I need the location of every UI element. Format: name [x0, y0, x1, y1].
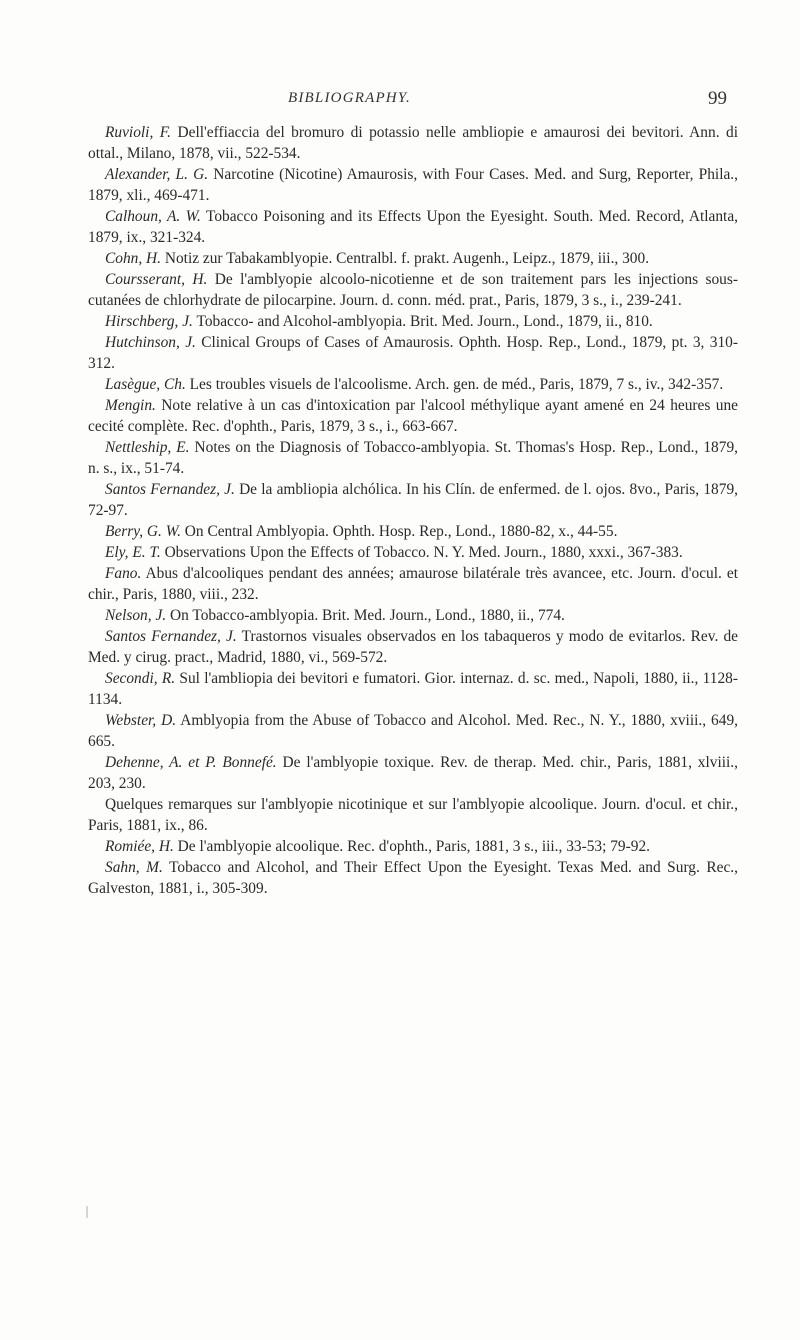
- entry-author: Alexander, L. G.: [105, 166, 209, 183]
- entry-author: Santos Fernandez, J.: [105, 481, 235, 498]
- bibliography-entry: [88, 836, 738, 857]
- entry-author: Ely, E. T.: [105, 544, 161, 561]
- entry-author: Secondi, R.: [105, 670, 176, 687]
- entry-author: Fano.: [105, 565, 142, 582]
- bibliography-entry: [88, 374, 738, 395]
- entry-author: Santos Fernandez, J.: [105, 628, 237, 645]
- entry-text: Notiz zur Tabakamblyopie. Centralbl. f. prakt. Augenh., Leipz., 1879, iii., 300.: [161, 250, 650, 267]
- running-head: BIBLIOGRAPHY.: [288, 90, 411, 106]
- entry-author: Ruvioli, F.: [105, 124, 172, 141]
- entry-text: Les troubles visuels de l'alcoolisme. Arch. gen. de méd., Paris, 1879, 7 s., iv., 342-357.: [185, 376, 724, 393]
- page-number: 99: [708, 88, 727, 109]
- bibliography-entry: [88, 122, 738, 164]
- entry-author: Calhoun, A. W.: [105, 208, 201, 225]
- entry-author: Hutchinson, J.: [105, 334, 196, 351]
- print-speck: [86, 1206, 88, 1218]
- entry-author: Romiée, H.: [105, 838, 174, 855]
- bibliography-entry: [88, 332, 738, 374]
- entry-text: De l'amblyopie alcoolique. Rec. d'ophth., Paris, 1881, 3 s., iii., 33-53; 79-92.: [173, 838, 650, 855]
- bibliography-entry: [88, 164, 738, 206]
- bibliography-entry: [88, 563, 738, 605]
- bibliography-entry: [88, 542, 738, 563]
- entry-text: Narcotine (Nicotine) Amaurosis, with Four Cases. Med. and Surg, Reporter, Phila., 1879, xli., 469-471.: [88, 166, 739, 204]
- entry-author: Hirschberg, J.: [105, 313, 193, 330]
- entry-author: Dehenne, A. et P. Bonnefé.: [105, 754, 277, 771]
- entry-text: De la ambliopia alchólica. In his Clín. de enfermed. de l. ojos. 8vo., Paris, 1879, 72-97.: [88, 481, 738, 519]
- entry-text: Tobacco Poisoning and its Effects Upon the Eyesight. South. Med. Record, Atlanta, 1879, ix., 321-324.: [88, 208, 738, 246]
- entry-text: Note relative à un cas d'intoxication par l'alcool méthylique ayant amené en 24 heures une cecité complète. Rec. d'ophth., Paris, 1879, 3 s., i., 663-667.: [88, 397, 738, 435]
- entry-author: Coursserant, H.: [105, 271, 208, 288]
- entry-text: On Central Amblyopia. Ophth. Hosp. Rep., Lond., 1880-82, x., 44-55.: [180, 523, 618, 540]
- bibliography-entry: [88, 248, 738, 269]
- entry-author: Lasègue, Ch.: [105, 376, 186, 393]
- bibliography-entry: [88, 668, 738, 710]
- entry-text: Sul l'ambliopia dei bevitori e fumatori. Gior. internaz. d. sc. med., Napoli, 1880, ii., 1128-1134.: [88, 670, 738, 708]
- bibliography-list: [88, 122, 738, 899]
- bibliography-entry: [88, 479, 738, 521]
- bibliography-entry: [88, 311, 738, 332]
- bibliography-entry: [88, 794, 738, 836]
- bibliography-entry: [88, 437, 738, 479]
- bibliography-entry: [88, 269, 738, 311]
- entry-author: Cohn, H.: [105, 250, 162, 267]
- entry-text: De l'amblyopie toxique. Rev. de therap. Med. chir., Paris, 1881, xlviii., 203, 230.: [88, 754, 738, 792]
- entry-text: Abus d'alcooliques pendant des années; amaurose bilatérale très avancee, etc. Journ. d'ocul. et chir., Paris, 1880, viii., 232.: [88, 565, 738, 603]
- bibliography-entry: [88, 521, 738, 542]
- bibliography-entry: [88, 206, 738, 248]
- entry-author: Nettleship, E.: [105, 439, 190, 456]
- entry-text: Notes on the Diagnosis of Tobacco-amblyopia. St. Thomas's Hosp. Rep., Lond., 1879, n. s., ix., 51-74.: [88, 439, 738, 477]
- bibliography-entry: [88, 395, 738, 437]
- entry-text: Observations Upon the Effects of Tobacco. N. Y. Med. Journ., 1880, xxxi., 367-383.: [160, 544, 683, 561]
- entry-text: Trastornos visuales observados en los tabaqueros y modo de evitarlos. Rev. de Med. y cirug. pract., Madrid, 1880, vi., 569-572.: [88, 628, 738, 666]
- bibliography-entry: [88, 752, 738, 794]
- entry-text: De l'amblyopie alcoolo-nicotienne et de son traitement pars les injections sous-cutanées de chlorhydrate de pilocarpine. Journ. d. conn. méd. prat., Paris, 1879, 3 s., i., 239-241.: [88, 271, 738, 309]
- entry-text: Quelques remarques sur l'amblyopie nicotinique et sur l'amblyopie alcoolique. Journ. d'ocul. et chir., Paris, 1881, ix., 86.: [88, 796, 738, 834]
- entry-text: Tobacco- and Alcohol-amblyopia. Brit. Med. Journ., Lond., 1879, ii., 810.: [192, 313, 653, 330]
- entry-author: Webster, D.: [105, 712, 177, 729]
- bibliography-entry: [88, 710, 738, 752]
- entry-text: On Tobacco-amblyopia. Brit. Med. Journ., Lond., 1880, ii., 774.: [166, 607, 565, 624]
- entry-author: Mengin.: [105, 397, 156, 414]
- bibliography-entry: [88, 605, 738, 626]
- entry-text: Amblyopia from the Abuse of Tobacco and Alcohol. Med. Rec., N. Y., 1880, xviii., 649, 665.: [88, 712, 738, 750]
- bibliography-entry: [88, 857, 738, 899]
- entry-author: Sahn, M.: [105, 859, 163, 876]
- entry-text: Tobacco and Alcohol, and Their Effect Upon the Eyesight. Texas Med. and Surg. Rec., Galveston, 1881, i., 305-309.: [88, 859, 738, 897]
- bibliography-entry: [88, 626, 738, 668]
- page-header: [0, 90, 800, 114]
- entry-author: Nelson, J.: [105, 607, 167, 624]
- entry-text: Dell'effiaccia del bromuro di potassio nelle ambliopie e amaurosi dei bevitori. Ann. di ottal., Milano, 1878, vii., 522-534.: [88, 124, 738, 162]
- entry-text: Clinical Groups of Cases of Amaurosis. Ophth. Hosp. Rep., Lond., 1879, pt. 3, 310-312.: [88, 334, 738, 372]
- entry-author: Berry, G. W.: [105, 523, 181, 540]
